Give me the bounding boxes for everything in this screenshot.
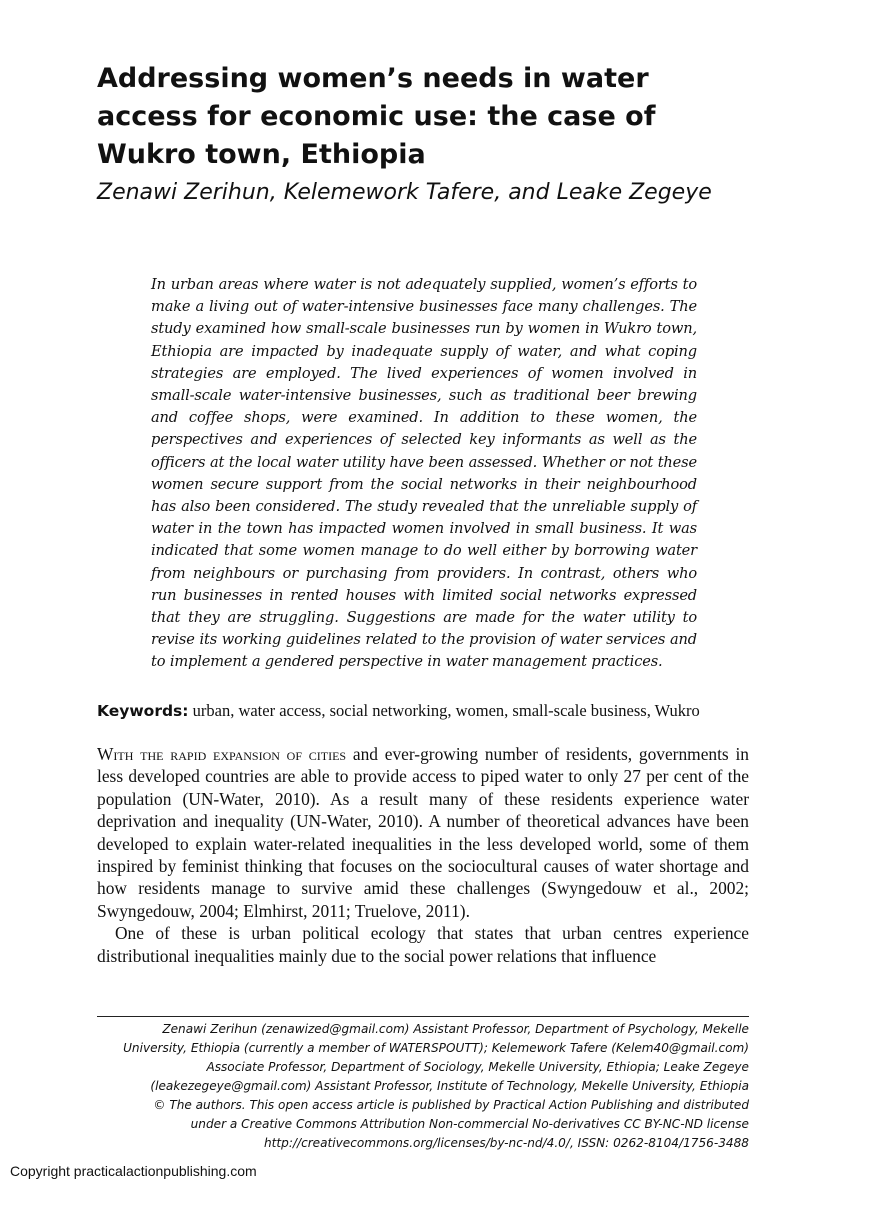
footnote-line: © The authors. This open access article is published by Practical Action Publishing and distributed: [153, 1098, 749, 1112]
body-paragraph-1-text: and ever-growing number of residents, governments in less developed countries are able to provide access to piped water to only 27 per cent of the population (UN-Water, 2010). As a result many of these residents experience water deprivation and inequality (UN-Water, 2010). A number of theoretical advances have been developed to explain water-related inequalities in the less developed world, some of them inspired by feminist thinking that focuses on the sociocultural causes of water shortage and how residents manage to survive amid these challenges (Swyngedouw et al., 2002; Swyngedouw, 2004; Elmhirst, 2011; Truelove, 2011).: [97, 744, 749, 921]
body-paragraph-2: One of these is urban political ecology that states that urban centres experience distributional inequalities mainly due to the social power relations that influence: [97, 923, 749, 966]
footnote-line: Zenawi Zerihun (zenawized@gmail.com) Assistant Professor, Department of Psychology, Mekelle: [162, 1022, 749, 1036]
footnote-line: University, Ethiopia (currently a member of WATERSPOUTT); Kelemework Tafere (Kelem40@gmail.com): [123, 1041, 749, 1055]
author-list: Zenawi Zerihun, Kelemework Tafere, and Leake Zegeye: [97, 180, 712, 205]
keywords-list: urban, water access, social networking, women, small-scale business, Wukro: [188, 701, 700, 720]
body-lead-in: With the rapid expansion of cities: [97, 744, 347, 764]
footnote-rule: [97, 1016, 749, 1017]
footnote-line: under a Creative Commons Attribution Non-commercial No-derivatives CC BY-NC-ND license: [190, 1117, 749, 1131]
body-text: [97, 743, 749, 967]
footnote-line: http://creativecommons.org/licenses/by-nc-nd/4.0/, ISSN: 0262-8104/1756-3488: [264, 1136, 749, 1150]
abstract: In urban areas where water is not adequately supplied, women’s efforts to make a living out of water-intensive businesses face many challenges. The study examined how small-scale businesses run by women in Wukro town, Ethiopia are impacted by inadequate supply of water, and what coping strategies are employed. The lived experiences of women involved in small-scale water-intensive businesses, such as traditional beer brewing and coffee shops, were examined. In addition to these women, the perspectives and experiences of selected key informants as well as the officers at the local water utility have been assessed. Whether or not these women secure support from the social networks in their neighbourhood has also been considered. The study revealed that the unreliable supply of water in the town has impacted women involved in small business. It was indicated that some women manage to do well either by borrowing water from neighbours or purchasing from providers. In contrast, others who run businesses in rented houses with limited social networks expressed that they are struggling. Suggestions are made for the water utility to revise its working guidelines related to the provision of water services and to implement a gendered perspective in water management practices.: [151, 276, 697, 671]
keywords-label: Keywords:: [97, 702, 189, 720]
author-footnote: [97, 1020, 749, 1153]
footnote-line: Associate Professor, Department of Sociology, Mekelle University, Ethiopia; Leake Zegeye: [206, 1060, 749, 1074]
body-paragraph-1: [97, 743, 749, 922]
keywords-line: [97, 700, 757, 722]
article-title: Addressing women’s needs in water access for economic use: the case of Wukro town, Ethiopia: [97, 63, 656, 170]
footnote-line: (leakezegeye@gmail.com) Assistant Professor, Institute of Technology, Mekelle University, Ethiopia: [150, 1079, 749, 1093]
copyright-notice: Copyright practicalactionpublishing.com: [10, 1163, 257, 1179]
